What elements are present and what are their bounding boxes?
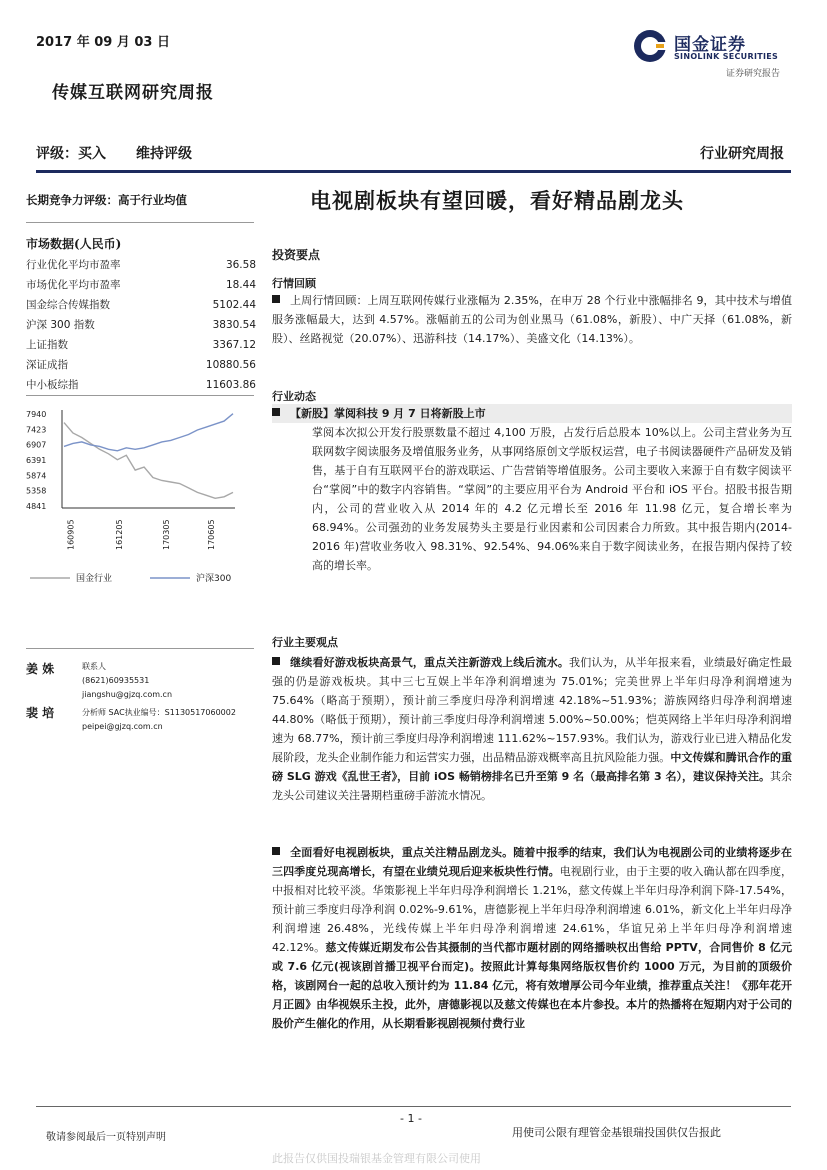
rating-row — [36, 143, 192, 163]
footer-right-text: 用使司公限有理管金基银瑞投国供仅告报此 — [512, 1126, 721, 1139]
report-series-title: 传媒互联网研究周报 — [52, 83, 214, 103]
y-tick-label: 5358 — [26, 486, 47, 496]
sinolink-logo-icon — [632, 28, 668, 64]
x-tick-label: 170605 — [206, 519, 216, 550]
market-data-table — [26, 255, 256, 395]
bullet-icon — [272, 295, 280, 303]
y-tick-label: 7940 — [26, 410, 47, 419]
sidebar-divider — [26, 222, 254, 223]
market-data-row: 中小板综指 11603.86 — [26, 379, 256, 391]
view-paragraph-tv: 全面看好电视剧板块，重点关注精品剧龙头。随着中报季的结束，我们认为电视剧公司的业绩将逐步在三四季度兑现高增长，有望在业绩兑现后迎来板块性行情。电视剧行业，由于主要的收入确认都在四季度，中报相对比较平淡。华策影视上半年归母净利润增长 1.21%，慈文传媒上半年归母净利润下降-17.54%，预计前三季度归母净利润 0.02%-9.61%，唐德影视上半年归母净利润增速 6.01%，新文化上半年归母净利润增速 26.48%，光线传媒上半年归母净利润增速 24.61%，华谊兄弟上半年归母净利润增速 42.12%。慈文传媒近期发布公告其摄制的当代都市题材剧的网络播映权出售给 PPTV，合同售价 8 亿元或 7.6 亿元(视该剧首播卫视平台而定)。按照此计算每集网络版权售价约 1000 万元，为目前的顶级价格，该剧网台一起的总收入预计约为 11.84 亿元，将有效增厚公司今年业绩，推荐重点关注！《那年花开月正圆》由华视娱乐主投，此外，唐德影视以及慈文传媒也在本片参投。本片的热播将在短期内对于公司的股价产生催化的作用，从长期看影视剧视频付费行业 — [272, 846, 793, 1030]
brand-subtitle: 证券研究报告 — [726, 69, 781, 79]
series-line — [64, 423, 233, 499]
rating-note: 维持评级 — [136, 146, 192, 162]
brand-name-cn: 国金证券 — [674, 35, 746, 55]
header-divider — [36, 170, 791, 173]
news-title: 行业动态 — [272, 390, 316, 403]
author-contact: 分析师 SAC执业编号：S1130517060002 peipei@gjzq.com.cn — [82, 706, 236, 734]
y-tick-label: 6391 — [26, 456, 47, 465]
y-tick-label: 6907 — [26, 440, 47, 450]
key-points-title: 投资要点 — [272, 248, 321, 262]
sidebar-divider — [26, 395, 254, 396]
market-data-row: 行业优化平均市盈率 36.58 — [26, 259, 256, 271]
headline: 电视剧板块有望回暖，看好精品剧龙头 — [310, 188, 684, 213]
rating: 评级：买入 — [36, 146, 106, 162]
footer-watermark: 此报告仅供国投瑞银基金管理有限公司使用 — [272, 1152, 481, 1165]
market-data-row: 深证成指 10880.56 — [26, 359, 256, 371]
legend-label: 沪深300 — [196, 574, 232, 584]
bullet-icon — [272, 657, 280, 665]
sidebar-divider — [26, 648, 254, 649]
x-tick-label: 170305 — [161, 519, 171, 550]
market-data-row: 国金综合传媒指数 5102.44 — [26, 299, 256, 311]
series-line — [64, 414, 233, 451]
x-tick-label: 161205 — [115, 519, 125, 550]
market-data-row: 上证指数 3367.12 — [26, 339, 256, 351]
index-line-chart — [20, 400, 260, 590]
author-name: 姜 姝 — [26, 662, 55, 676]
views-title: 行业主要观点 — [272, 636, 338, 649]
news-paragraph: 掌阅本次拟公开发行股票数量不超过 4,100 万股，占发行后总股本 10%以上。公司主营业务为互联网数字阅读服务及增值服务业务，从事网络原创文学版权运营，电子书阅读器硬件产品研发及销售，基于自有互联网平台的游戏联运、广告营销等增值服务。公司主要收入来源于自有数字阅读平台“掌阅”中的数字内容销售。“掌阅”的主要应用平台为 Android 平台和 iOS 平台。招股书报告期内，公司的营业收入从 2014 年的 4.2 亿元增长至 2016 年 11.98 亿元，复合增长率为 68.94%。公司强劲的业务发展势头主要是行业因素和公司因素合力所致。其中报告期内(2014-2016 年)营收业务收入 98.31%、92.54%、94.06%来自于数字阅读业务，在报告期内保持了较高的增长率。 — [312, 426, 792, 572]
y-tick-label: 7423 — [26, 425, 47, 435]
legend-label: 国金行业 — [76, 574, 113, 584]
view-paragraph-games: 继续看好游戏板块高景气，重点关注新游戏上线后流水。我们认为，从半年报来看，业绩最好确定性最强的仍是游戏板块。其中三七互娱上半年净利润增速为 75.01%；完美世界上半年归母净利润增速为 75.64%（略高于预期），预计前三季度归母净利润增速 42.18%~51.93%；游族网络归母净利润增速 44.80%（略低于预期），预计前三季度归母净利润增速 5.00%~50.00%；恺英网络上半年归母净利润增速为 68.77%，预计前三季度归母净利润增速 111.62%~157.93%。我们认为，游戏行业已进入精品化发展阶段，龙头企业制作能力和运营实力强，出品精品游戏概率高且抗风险能力强。中文传媒和腾讯合作的重磅 SLG 游戏《乱世王者》，目前 iOS 畅销榜排名已升至第 9 名（最高排名第 3 名），建议保持关注。其余龙头公司建议关注暑期档重磅手游流水情况。 — [272, 656, 793, 802]
news-heading: 【新股】掌阅科技 9 月 7 日将新股上市 — [272, 404, 792, 423]
long-term-rating: 长期竞争力评级：高于行业均值 — [26, 193, 187, 207]
y-tick-label: 5874 — [26, 471, 47, 481]
footer-divider — [36, 1106, 791, 1107]
footer-disclaimer: 敬请参阅最后一页特别声明 — [46, 1132, 166, 1143]
review-title: 行情回顾 — [272, 277, 316, 290]
author-name: 裴 培 — [26, 706, 55, 720]
x-tick-label: 160905 — [66, 519, 76, 550]
report-type: 行业研究周报 — [700, 146, 784, 162]
review-paragraph: 上周行情回顾：上周互联网传媒行业涨幅为 2.35%，在申万 28 个行业中涨幅排名 9，其中技术与增值服务涨幅最大，达到 4.57%。涨幅前五的公司为创业黑马（61.08%，新股）、中广天择（61.08%，新股）、丝路视觉（20.07%）、迅游科技（14.17%）、美盛文化（14.13%）。 — [272, 294, 792, 345]
author-email-link[interactable]: peipei@gjzq.com.cn — [82, 722, 163, 731]
market-data-title: 市场数据(人民币) — [26, 237, 122, 251]
bullet-icon — [272, 408, 280, 416]
y-tick-label: 4841 — [26, 502, 47, 511]
market-data-row: 市场优化平均市盈率 18.44 — [26, 279, 256, 291]
market-data-row: 沪深 300 指数 3830.54 — [26, 319, 256, 331]
page-number: - 1 - — [400, 1112, 422, 1125]
bullet-icon — [272, 847, 280, 855]
report-date: 2017 年 09 月 03 日 — [36, 35, 170, 50]
author-email-link[interactable]: jiangshu@gjzq.com.cn — [82, 690, 173, 699]
brand-name-en: SINOLINK SECURITIES — [674, 52, 779, 61]
author-contact: 联系人 (8621)60935531 jiangshu@gjzq.com.cn — [82, 660, 172, 702]
news-block — [272, 404, 792, 575]
